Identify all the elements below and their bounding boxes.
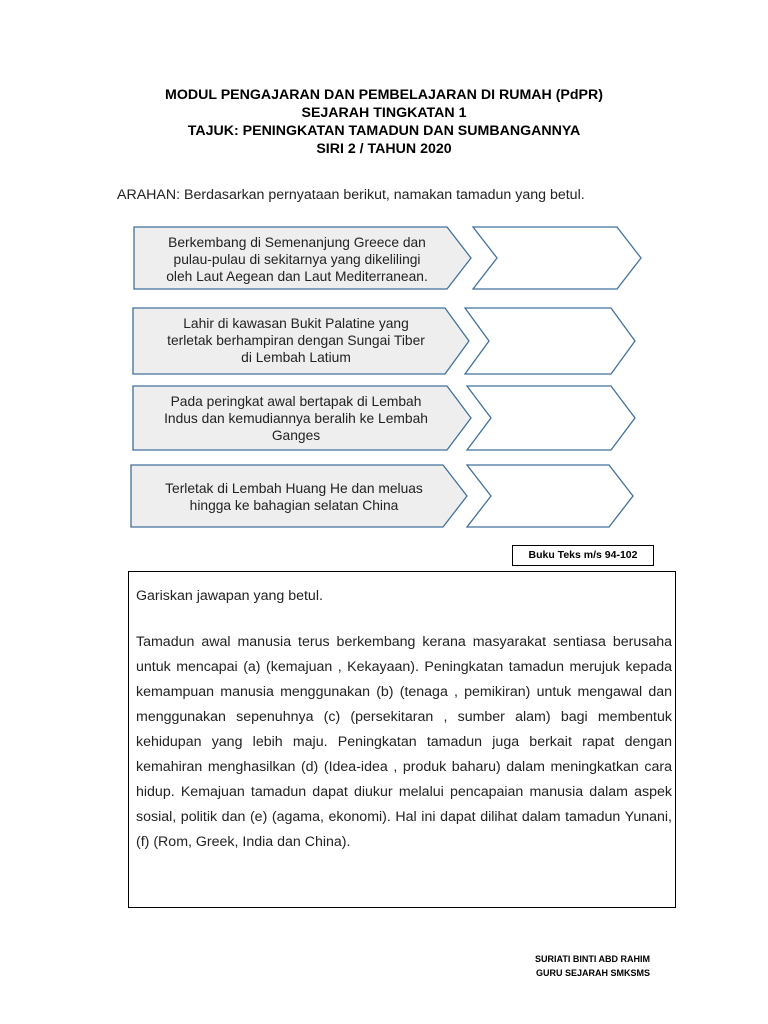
statement-row (0, 307, 768, 387)
answer-chevron-shape (473, 227, 641, 289)
statement-row (0, 226, 768, 306)
exercise-paragraph: Tamadun awal manusia terus berkembang kerana masyarakat sentiasa berusaha untuk mencapai (a) (kemajuan , Kekayaan). Peningkatan tamadun merujuk kepada kemampuan manusia menggunakan (b) (tenaga , pemikiran) untuk mengawal dan menggunakan sepenuhnya (c) (persekitaran , sumber alam) bagi membentuk kehidupan yang lebih maju. Peningkatan tamadun juga berkait rapat dengan kemahiran menghasilkan (d) (Idea-idea , produk baharu) dalam meningkatkan cara hidup. Kemajuan tamadun dapat diukur melalui pencapaian manusia dalam aspek sosial, politik dan (e) (agama, ekonomi). Hal ini dapat dilihat dalam tamadun Yunani, (f) (Rom, Greek, India dan China). (136, 634, 672, 850)
header-module-title: MODUL PENGAJARAN DAN PEMBELAJARAN DI RUMAH (PdPR) (165, 87, 603, 103)
statement-line: oleh Laut Aegean dan Laut Mediterranean. (166, 269, 428, 284)
statement-line: Pada peringkat awal bertapak di Lembah (170, 394, 422, 409)
answer-chevron-shape (467, 465, 633, 527)
statement-line: terletak berhampiran dengan Sungai Tiber (167, 333, 425, 348)
statement-text (131, 480, 457, 514)
statement-line: Lahir di kawasan Bukit Palatine yang (183, 316, 409, 331)
header-series: SIRI 2 / TAHUN 2020 (316, 141, 452, 157)
statement-line: hingga ke bahagian selatan China (189, 498, 399, 513)
exercise-box (128, 571, 676, 908)
statement-row (0, 385, 768, 465)
answer-chevron-shape (465, 308, 635, 374)
statement-line: di Lembah Latium (241, 350, 351, 365)
header-topic: TAJUK: PENINGKATAN TAMADUN DAN SUMBANGANNYA (187, 123, 581, 139)
author-role: GURU SEJARAH SMKSMS (535, 968, 650, 978)
exercise-title: Gariskan jawapan yang betul. (136, 588, 323, 604)
instruction-text: ARAHAN: Berdasarkan pernyataan berikut, namakan tamadun yang betul. (117, 187, 585, 203)
statement-line: Indus dan kemudiannya beralih ke Lembah (164, 411, 428, 426)
statement-text (133, 393, 459, 444)
statement-line: Ganges (271, 428, 321, 443)
answer-chevron-shape (467, 386, 635, 450)
statement-line: Terletak di Lembah Huang He dan meluas (165, 481, 423, 496)
header-subject: SEJARAH TINGKATAN 1 (301, 105, 467, 121)
statement-row (0, 464, 768, 544)
statement-line: Berkembang di Semenanjung Greece dan (168, 235, 426, 250)
statement-line: pulau-pulau di sekitarnya yang dikelilingi (173, 252, 421, 267)
document-header (0, 86, 768, 158)
author-signature (500, 952, 650, 980)
statement-text (134, 234, 460, 285)
statement-text (133, 315, 459, 366)
author-name: SURIATI BINTI ABD RAHIM (535, 954, 650, 964)
textbook-reference: Buku Teks m/s 94-102 (512, 545, 654, 566)
